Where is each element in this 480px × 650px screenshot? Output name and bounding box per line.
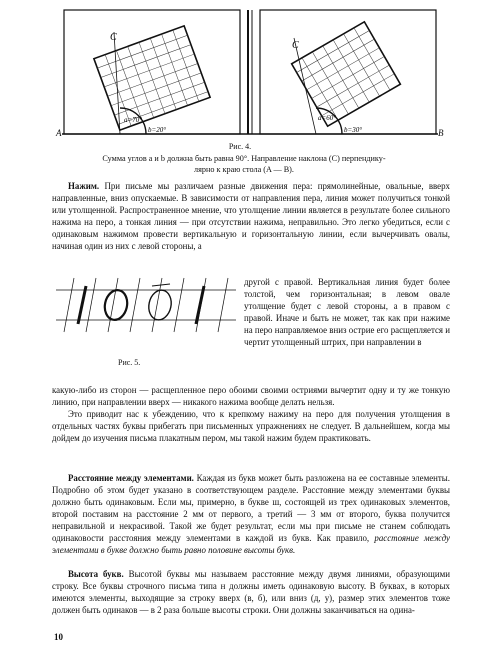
figure-4-caption-line2: лярно к краю стола (A — B). bbox=[194, 165, 294, 174]
figure-4-drawing bbox=[62, 8, 438, 138]
angle-b-left: b=20° bbox=[148, 126, 167, 134]
section-pressure-right-text: другой с правой. Вертикальная линия будет более толстой, чем горизонтальная; в левом овале утолщение будет с левой стороны, а в правом с правой. Иначе и быть не может, так как при нажиме на перо направляемое вниз острие его расщепляется и чертит утолщенный штрих, при направлении в bbox=[244, 277, 450, 347]
point-a-label: A bbox=[56, 128, 62, 138]
figure-4 bbox=[62, 8, 438, 138]
letter-c-right: C bbox=[292, 40, 299, 51]
section-spacing-title: Расстояние между элементами. bbox=[68, 473, 194, 483]
section-pressure-continued bbox=[52, 384, 450, 444]
figure-5 bbox=[56, 276, 236, 336]
section-height-title: Высота букв. bbox=[68, 569, 124, 579]
section-pressure-title: Нажим. bbox=[68, 181, 100, 191]
page-number: 10 bbox=[54, 632, 63, 642]
figure-4-caption bbox=[54, 153, 434, 175]
section-spacing bbox=[52, 472, 450, 556]
section-height bbox=[52, 568, 450, 616]
section-height-text: Высотой буквы мы называем расстояние между двумя линиями, образующими строку. Все буквы строчного письма типа н должны иметь одинаковую высоту. В буквах, в которых имеются элементы, выходящие за строку вверх (в, б), или вниз (д, у), размер этих элементов тоже должен быть одинаков — в 2 раза больше высоты строки. Они должны заканчиваться на одина- bbox=[52, 569, 450, 615]
section-pressure-continued-text: какую-либо из сторон — расщепленное перо обоими своими остриями вычертит одну и ту же тонкую линию, при направлении вверх — никакого нажима вообще делать нельзя. bbox=[52, 385, 450, 407]
section-pressure-right-column bbox=[244, 276, 450, 348]
figure-4-caption-line1: Сумма углов a и b должна быть равна 90°. Направление наклона (C) перпендику- bbox=[102, 154, 386, 163]
section-pressure-intro bbox=[52, 180, 450, 252]
section-pressure-text: При письме мы различаем разные движения пера: прямолинейные, овальные, вверх направленные, вниз опускаемые. В зависимости от направления пера, линия может получиться тонкой или утолщенной. Распространенное мнение, что утолщение линии является в результате более сильного нажима на перо, а тонкая линия — при отсутствии нажима, неправильно. Это легко убедиться, если с одинаковым нажимом провести вертикальную и горизонтальную линии, если вычерчивать овалы, начиная один из них с левой стороны, а bbox=[52, 181, 450, 251]
point-b-label: B bbox=[438, 128, 444, 138]
figure-4-label: Рис. 4. bbox=[228, 142, 252, 151]
figure-5-drawing bbox=[56, 276, 236, 336]
angle-a-right: a=60° bbox=[318, 114, 337, 122]
figure-5-label: Рис. 5. bbox=[118, 358, 141, 367]
section-spacing-italic: расстояние между элементами в букве должно быть равно половине высоты букв. bbox=[52, 533, 450, 555]
section-spacing-text: Каждая из букв может быть разложена на ее составные элементы. Подробно об этом будет указано в соответствующем разделе. Расстояние между элементами буквы должно быть одинаковым. Если мы, примерно, в букве ш, состоящей из трех одинаковых элементов, второй поставим на расстояние 2 мм от первого, а третий — 3 мм от второго, буква получится неправильной и некрасивой. Такой же будет результат, если мы при письме не станем соблюдать одинаковости расстояния между элементами в каждой из букв. Как правило, bbox=[52, 473, 450, 543]
section-pressure-p2: Это приводит нас к убеждению, что к крепкому нажиму на перо для получения утолщения в отдельных частях буквы прибегать при письменных упражнениях не следует. В дальнейшем, когда мы дойдем до изучения письма плакатным пером, мы такой нажим будем практиковать. bbox=[52, 409, 450, 443]
angle-a-left: a=70° bbox=[124, 116, 143, 124]
letter-c-left: C bbox=[110, 32, 117, 43]
angle-b-right: b=30° bbox=[344, 126, 363, 134]
